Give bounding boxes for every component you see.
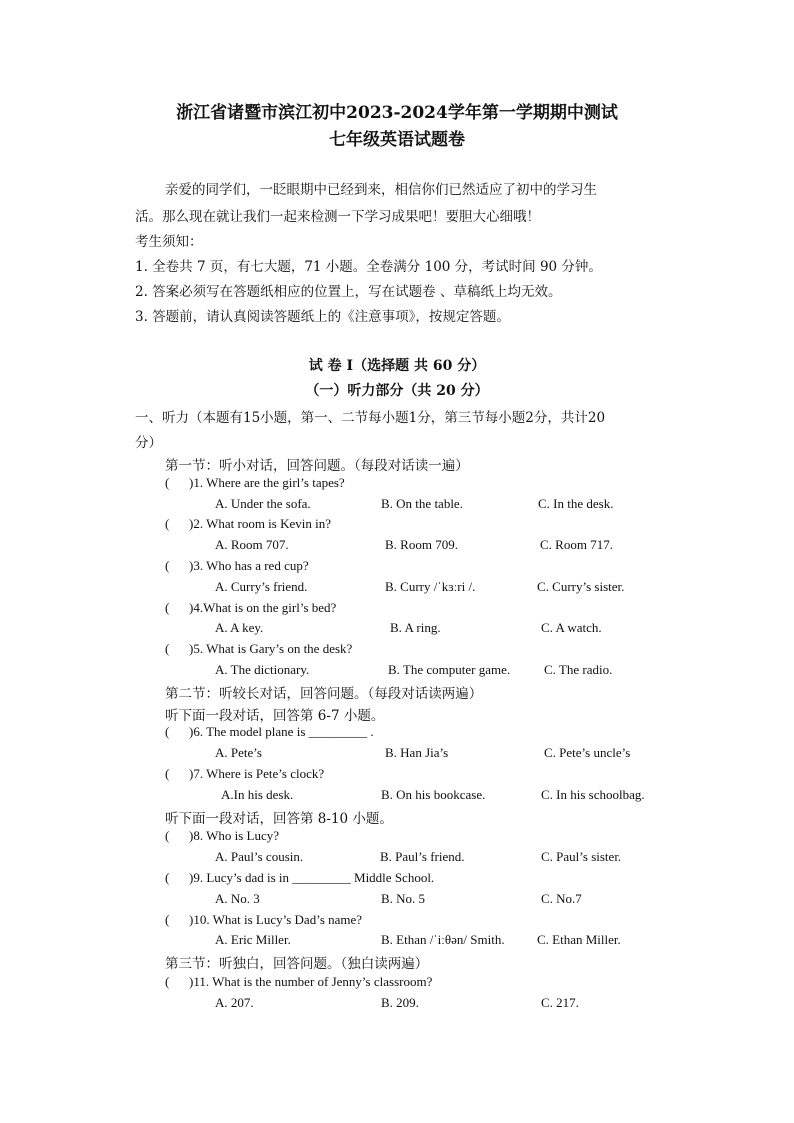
question-7 [165, 766, 324, 782]
q2-option-a: A. Room 707. [215, 537, 289, 552]
answer-paren: ( [165, 974, 170, 989]
exam-title-line1: 浙江省诸暨市滨江初中2023-2024学年第一学期期中测试 [176, 103, 618, 123]
section-one-line1: 一、听力（本题有15小题，第一、二节每小题1分，第三节每小题2分，共计20 [135, 410, 606, 426]
question-text: )9. Lucy’s dad is in _________ Middle School. [189, 870, 435, 885]
q5-option-c: C. The radio. [544, 662, 613, 677]
q2-option-b: B. Room 709. [385, 537, 458, 552]
q11-option-c: C. 217. [541, 995, 579, 1010]
question-text: )11. What is the number of Jenny’s classroom? [189, 974, 433, 989]
q9-option-c: C. No.7 [541, 891, 582, 906]
q7-option-c: C. In his schoolbag. [541, 787, 645, 802]
answer-paren: ( [165, 724, 170, 739]
question-9 [165, 870, 434, 886]
q4-option-b: B. A ring. [390, 620, 441, 635]
notice-rule-2: 2. 答案必须写在答题纸相应的位置上，写在试题卷 、草稿纸上均无效。 [135, 284, 562, 300]
q8-option-a: A. Paul’s cousin. [215, 849, 304, 864]
question-text: )7. Where is Pete’s clock? [189, 766, 325, 781]
section-one-line2: 分） [135, 435, 162, 451]
answer-paren: ( [165, 558, 170, 573]
question-3 [165, 558, 309, 574]
question-text: )8. Who is Lucy? [189, 828, 280, 843]
q9-option-a: A. No. 3 [215, 891, 260, 906]
answer-paren: ( [165, 912, 170, 927]
question-text: )5. What is Gary’s on the desk? [189, 641, 353, 656]
question-8 [165, 828, 279, 844]
q5-option-b: B. The computer game. [388, 662, 511, 677]
question-text: )2. What room is Kevin in? [189, 516, 332, 531]
q10-option-c: C. Ethan Miller. [537, 932, 621, 947]
q4-option-a: A. A key. [215, 620, 264, 635]
answer-paren: ( [165, 870, 170, 885]
q7-option-a: A.In his desk. [221, 787, 294, 802]
q11-option-a: A. 207. [215, 995, 254, 1010]
question-text: )6. The model plane is _________ . [189, 724, 374, 739]
answer-paren: ( [165, 600, 170, 615]
answer-paren: ( [165, 828, 170, 843]
notice-rule-1: 1. 全卷共 7 页，有七大题，71 小题。全卷满分 100 分，考试时间 90 分钟。 [135, 259, 602, 275]
q1-option-b: B. On the table. [381, 496, 463, 511]
notice-title: 考生须知： [135, 234, 203, 250]
question-text: )10. What is Lucy’s Dad’s name? [189, 912, 363, 927]
paper-header: 试 卷 I（选择题 共 60 分） [308, 358, 486, 374]
question-text: )3. Who has a red cup? [189, 558, 309, 573]
q3-option-a: A. Curry’s friend. [215, 579, 308, 594]
question-11 [165, 974, 432, 990]
answer-paren: ( [165, 641, 170, 656]
notice-rule-3: 3. 答题前，请认真阅读答题纸上的《注意事项》，按规定答题。 [135, 309, 510, 325]
question-4 [165, 600, 336, 616]
q6-option-a: A. Pete’s [215, 745, 262, 760]
question-5 [165, 641, 352, 657]
q10-option-a: A. Eric Miller. [215, 932, 291, 947]
intro-paragraph-line2: 活。那么现在就让我们一起来检测一下学习成果吧！要胆大心细哦！ [135, 209, 540, 225]
subsection-2-note-2: 听下面一段对话，回答第 8-10 小题。 [165, 811, 393, 827]
question-10 [165, 912, 362, 928]
answer-paren: ( [165, 766, 170, 781]
question-text: )4.What is on the girl’s bed? [189, 600, 337, 615]
part-header: （一）听力部分（共 20 分） [305, 383, 489, 399]
q1-option-c: C. In the desk. [538, 496, 614, 511]
question-2 [165, 516, 331, 532]
subsection-2-note-1: 听下面一段对话，回答第 6-7 小题。 [165, 708, 385, 724]
q6-option-c: C. Pete’s uncle’s [544, 745, 631, 760]
q9-option-b: B. No. 5 [381, 891, 426, 906]
q5-option-a: A. The dictionary. [215, 662, 310, 677]
q2-option-c: C. Room 717. [540, 537, 613, 552]
question-6 [165, 724, 374, 740]
q1-option-a: A. Under the sofa. [215, 496, 311, 511]
q4-option-c: C. A watch. [541, 620, 602, 635]
subsection-2-title: 第二节：听较长对话，回答问题。（每段对话读两遍） [165, 686, 483, 702]
q6-option-b: B. Han Jia’s [385, 745, 449, 760]
intro-paragraph-line1: 亲爱的同学们，一眨眼期中已经到来，相信你们已然适应了初中的学习生 [165, 182, 597, 198]
q3-option-c: C. Curry’s sister. [537, 579, 625, 594]
exam-title-line2: 七年级英语试题卷 [329, 130, 465, 150]
question-text: )1. Where are the girl’s tapes? [189, 475, 345, 490]
q8-option-c: C. Paul’s sister. [541, 849, 622, 864]
question-1 [165, 475, 345, 491]
answer-paren: ( [165, 516, 170, 531]
q7-option-b: B. On his bookcase. [381, 787, 486, 802]
subsection-1-title: 第一节：听小对话，回答问题。（每段对话读一遍） [165, 458, 469, 474]
q10-option-b: B. Ethan /ˈiːθən/ Smith. [381, 932, 505, 947]
q3-option-b: B. Curry /ˈkɜːri /. [385, 579, 476, 594]
q11-option-b: B. 209. [381, 995, 419, 1010]
q8-option-b: B. Paul’s friend. [380, 849, 465, 864]
subsection-3-title: 第三节：听独白，回答问题。（独白读两遍） [165, 956, 429, 972]
answer-paren: ( [165, 475, 170, 490]
